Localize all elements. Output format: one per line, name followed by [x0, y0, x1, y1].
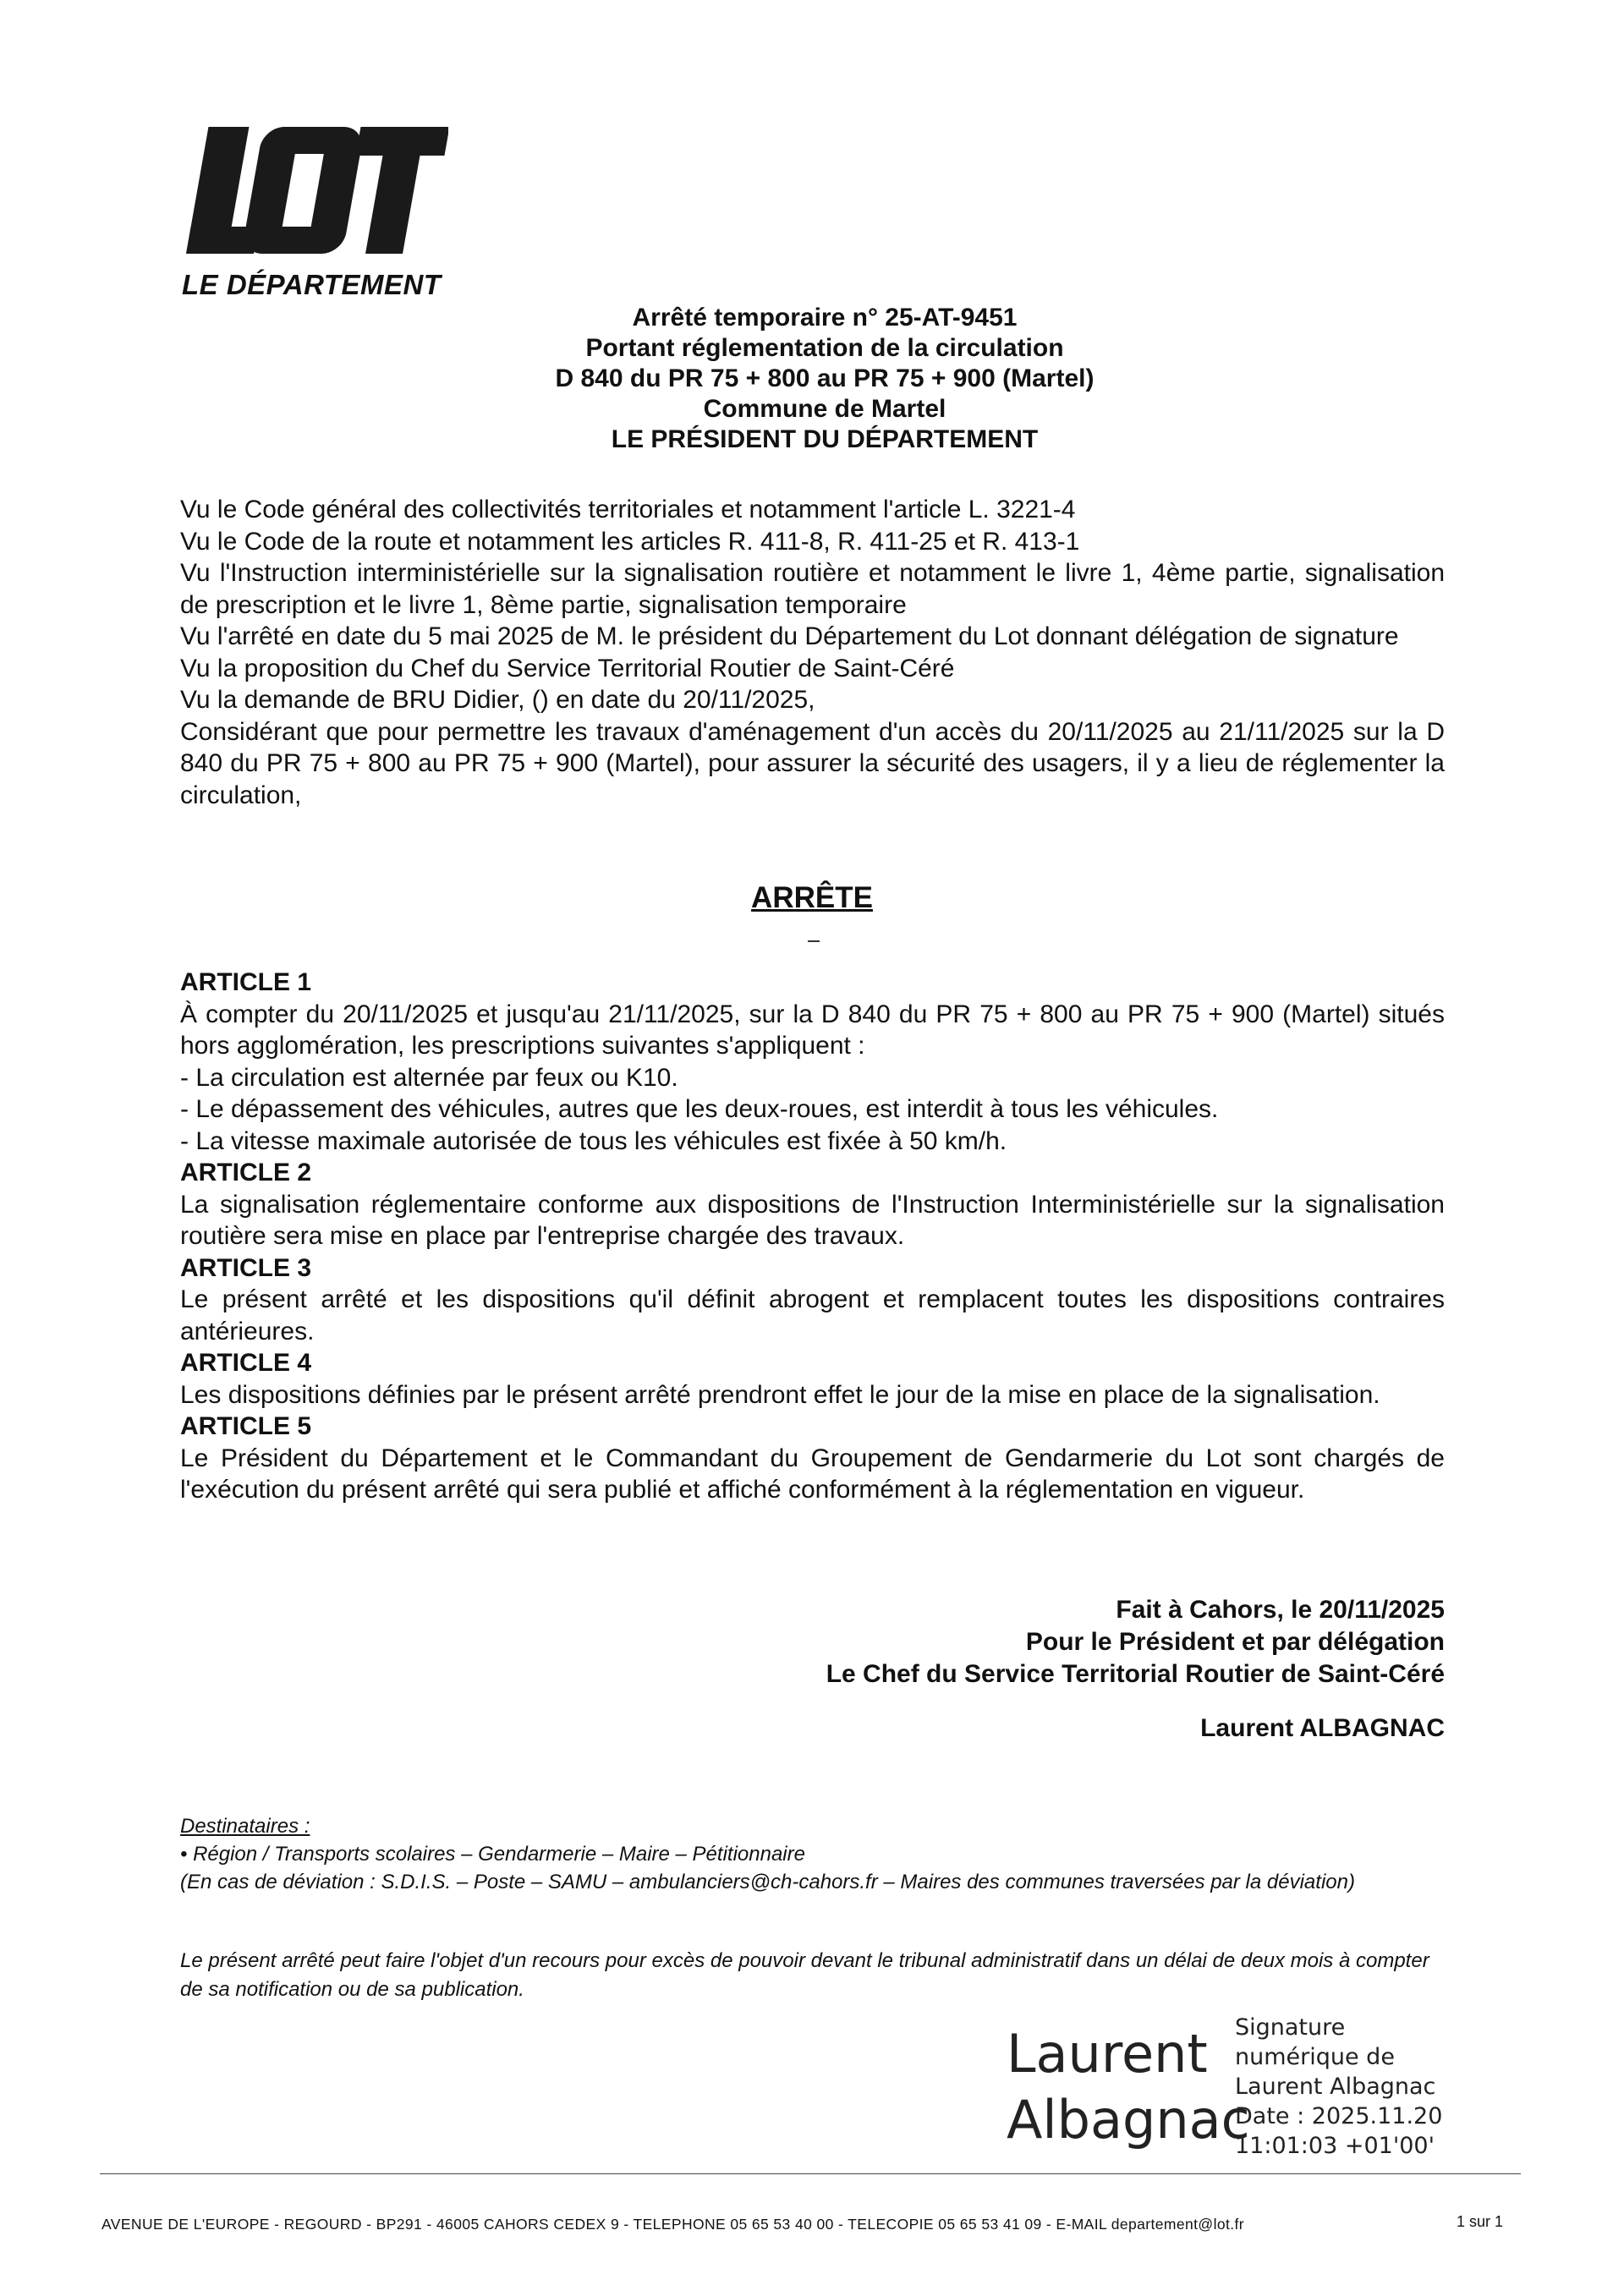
- visa-item: Vu l'arrêté en date du 5 mai 2025 de M. le président du Département du Lot donnant délégation de signature: [180, 622, 1399, 650]
- decree-title: [381, 303, 1269, 455]
- considerant: Considérant que pour permettre les travaux d'aménagement d'un accès du 20/11/2025 au 21/11/2025 sur la D 840 du PR 75 + 800 au PR 75 + 900 (Martel), pour assurer la sécurité des usagers, il y a lieu de réglementer la circulation,: [180, 717, 1445, 809]
- article-5-title: ARTICLE 5: [180, 1412, 312, 1440]
- decree-commune: Commune de Martel: [703, 395, 946, 423]
- articles-section: [180, 967, 1445, 1506]
- digital-signature-first-name: Laurent: [1007, 2023, 1208, 2085]
- recipients-section: [180, 1812, 1445, 1896]
- visa-item: Vu le Code de la route et notamment les articles R. 411-8, R. 411-25 et R. 413-1: [180, 527, 1080, 556]
- article-2-title: ARTICLE 2: [180, 1159, 312, 1186]
- footer-divider: [100, 2173, 1521, 2174]
- article-4-title: ARTICLE 4: [180, 1349, 312, 1377]
- digital-signature-label: Signature: [1235, 2014, 1346, 2041]
- digital-signature-date: Date : 2025.11.20: [1235, 2103, 1443, 2129]
- decree-authority: LE PRÉSIDENT DU DÉPARTEMENT: [611, 425, 1039, 453]
- footer-address: AVENUE DE L'EUROPE - REGOURD - BP291 - 46005 CAHORS CEDEX 9 - TELEPHONE 05 65 53 40 00 - TELECOPIE 05 65 53 41 09 - E-MAIL departement@lot.fr: [102, 2216, 1245, 2233]
- digital-signature-last-name: Albagnac: [1007, 2089, 1250, 2151]
- signatory-role: Le Chef du Service Territorial Routier de Saint-Céré: [826, 1660, 1445, 1688]
- article-4-text: Les dispositions définies par le présent arrêté prendront effet le jour de la mise en place de la signalisation.: [180, 1380, 1380, 1409]
- page-number: 1 sur 1: [1457, 2213, 1504, 2230]
- decree-road: D 840 du PR 75 + 800 au PR 75 + 900 (Martel): [555, 364, 1095, 392]
- decree-number: Arrêté temporaire n° 25-AT-9451: [632, 304, 1018, 332]
- visas-section: [180, 494, 1445, 811]
- recipients-deviation: (En cas de déviation : S.D.I.S. – Poste – SAMU – ambulanciers@ch-cahors.fr – Maires des communes traversées par la déviation): [180, 1871, 1355, 1893]
- visa-item: Vu la proposition du Chef du Service Territorial Routier de Saint-Céré: [180, 654, 955, 682]
- digital-signature-info: [1235, 2013, 1442, 2161]
- digital-signature-time: 11:01:03 +01'00': [1235, 2133, 1435, 2159]
- visa-item: Vu le Code général des collectivités territoriales et notamment l'article L. 3221-4: [180, 496, 1076, 523]
- digital-signature-label: numérique de: [1235, 2044, 1395, 2070]
- separator-dash: [808, 940, 820, 942]
- recipients-heading: Destinataires :: [180, 1815, 310, 1838]
- signatory-name: Laurent ALBAGNAC: [1200, 1714, 1445, 1742]
- article-2-text: La signalisation réglementaire conforme aux dispositions de l'Instruction Interministérielle sur la signalisation routière sera mise en place par l'entreprise chargée des travaux.: [180, 1190, 1445, 1250]
- recipients-list: • Région / Transports scolaires – Gendarmerie – Maire – Pétitionnaire: [180, 1843, 805, 1866]
- visa-item: Vu l'Instruction interministérielle sur la signalisation routière et notamment le livre 1, 4ème partie, signalisation de prescription et le livre 1, 8ème partie, signalisation temporaire: [180, 559, 1445, 619]
- appeal-notice: Le présent arrêté peut faire l'objet d'un recours pour excès de pouvoir devant le tribunal administratif dans un délai de deux mois à compter de sa notification ou de sa publication.: [180, 1949, 1429, 2001]
- article-1-item: - Le dépassement des véhicules, autres que les deux-roues, est interdit à tous les véhicules.: [180, 1095, 1219, 1123]
- article-1-title: ARTICLE 1: [180, 968, 312, 996]
- article-3-text: Le présent arrêté et les dispositions qu'il définit abrogent et remplacent toutes les dispositions contraires antérieures.: [180, 1285, 1445, 1345]
- article-1-item: - La vitesse maximale autorisée de tous les véhicules est fixée à 50 km/h.: [180, 1126, 1007, 1155]
- article-5-text: Le Président du Département et le Commandant du Groupement de Gendarmerie du Lot sont chargés de l'exécution du présent arrêté qui sera publié et affiché conformément à la réglementation en vigueur.: [180, 1444, 1445, 1504]
- arrete-heading: ARRÊTE: [751, 881, 873, 914]
- place-date: Fait à Cahors, le 20/11/2025: [1116, 1596, 1445, 1624]
- digital-signature-signer: Laurent Albagnac: [1235, 2074, 1436, 2100]
- signature-block: [592, 1594, 1445, 1690]
- digital-signature-name: [1007, 2021, 1250, 2153]
- article-1-text: À compter du 20/11/2025 et jusqu'au 21/11/2025, sur la D 840 du PR 75 + 800 au PR 75 + 900 (Martel) situés hors agglomération, les prescriptions suivantes s'appliquent :: [180, 1000, 1445, 1060]
- delegation: Pour le Président et par délégation: [1025, 1628, 1445, 1656]
- logo-subtitle: LE DÉPARTEMENT: [182, 269, 442, 300]
- visa-item: Vu la demande de BRU Didier, () en date du 20/11/2025,: [180, 686, 815, 714]
- article-3-title: ARTICLE 3: [180, 1253, 312, 1282]
- decree-subject: Portant réglementation de la circulation: [585, 334, 1064, 362]
- article-1-item: - La circulation est alternée par feux ou K10.: [180, 1063, 678, 1092]
